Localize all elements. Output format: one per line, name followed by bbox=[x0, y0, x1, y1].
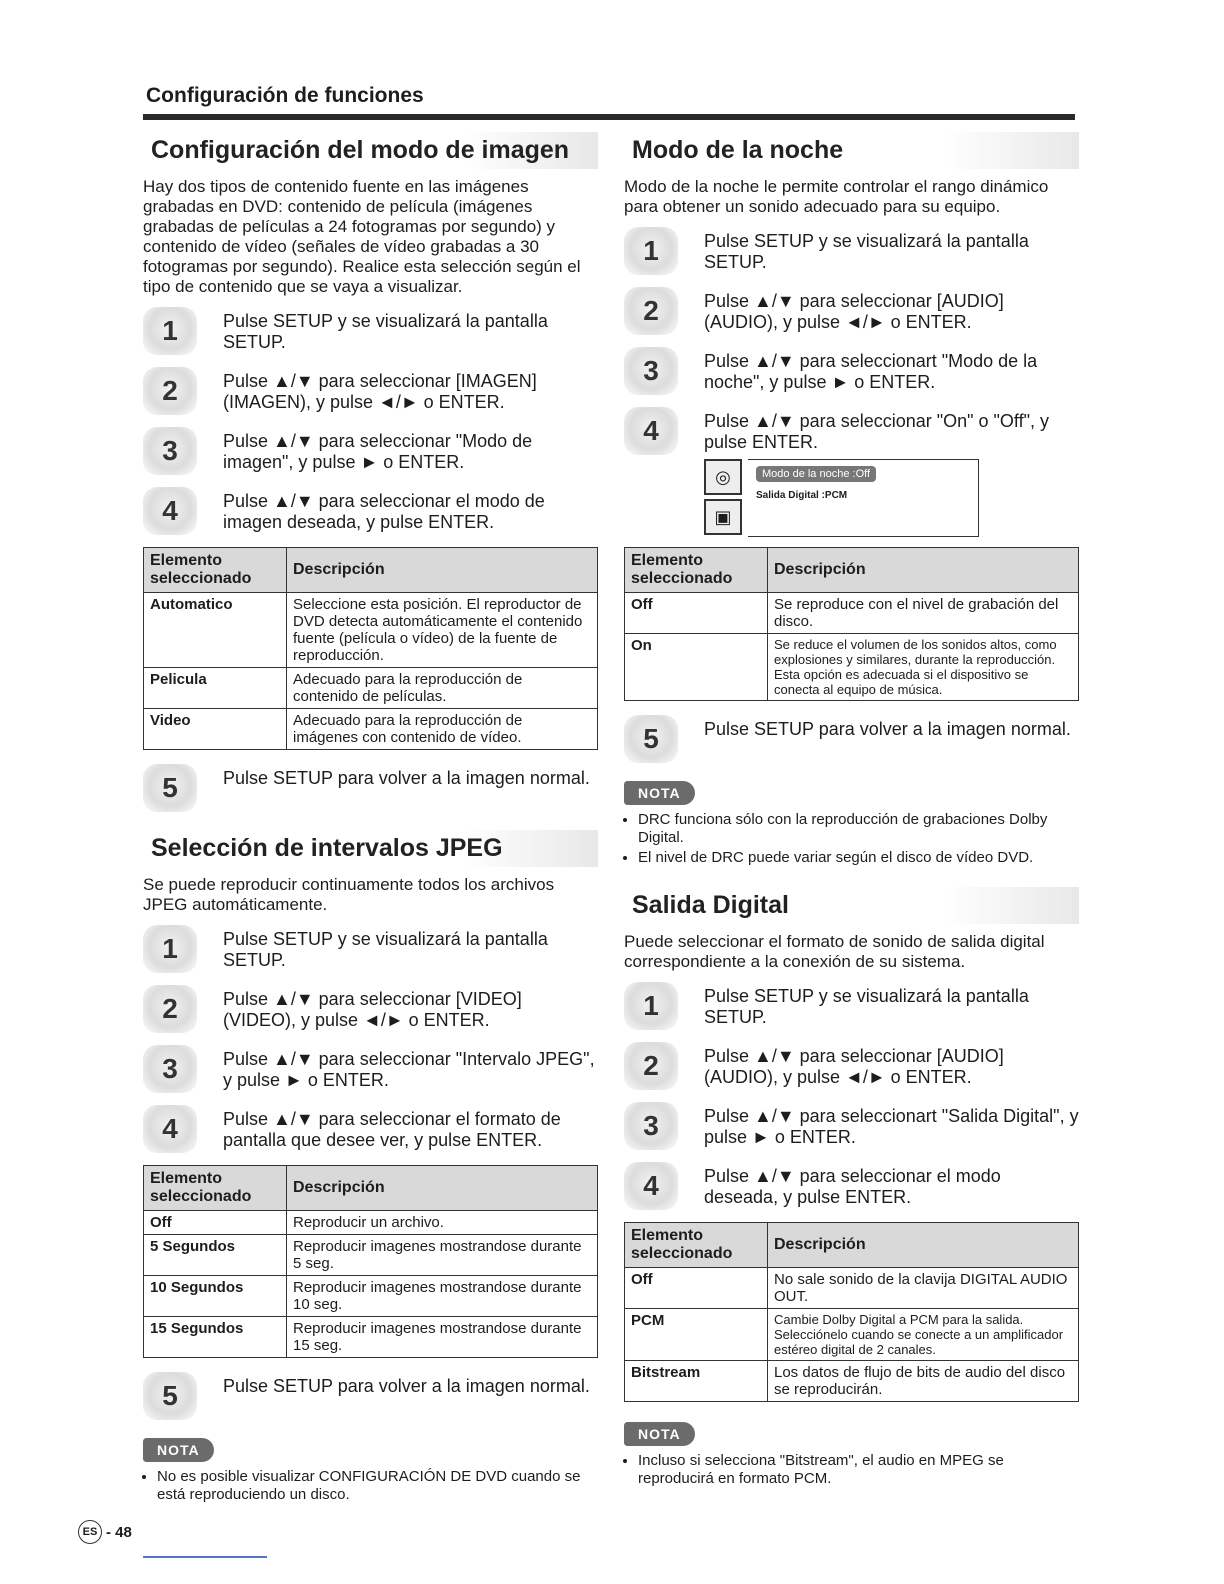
table-cell-value: Cambie Dolby Digital a PCM para la salida. Selecciónelo cuando se conecte a un amplificador estéreo digital de 2 canales. bbox=[768, 1309, 1079, 1361]
step-number-badge: 4 bbox=[143, 487, 197, 535]
table-header-element: Elemento seleccionado bbox=[144, 1166, 287, 1211]
table-cell-value: Reproducir imagenes mostrandose durante 5 seg. bbox=[287, 1235, 598, 1276]
table-cell-value: Reproducir imagenes mostrandose durante 15 seg. bbox=[287, 1317, 598, 1358]
step-text: Pulse ▲/▼ para seleccionar "Intervalo JPEG", y pulse ► o ENTER. bbox=[223, 1049, 595, 1090]
table-row bbox=[625, 1309, 1079, 1361]
header-rule bbox=[143, 114, 1075, 120]
step-text: Pulse SETUP y se visualizará la pantalla SETUP. bbox=[704, 231, 1029, 272]
section-title-jpeg: Selección de intervalos JPEG bbox=[143, 830, 598, 867]
step-text: Pulse ▲/▼ para seleccionar "On" o "Off", y pulse ENTER. bbox=[704, 411, 1049, 452]
step-text: Pulse ▲/▼ para seleccionart "Salida Digital", y pulse ► o ENTER. bbox=[704, 1106, 1079, 1147]
table-cell-value: Adecuado para la reproducción de contenido de películas. bbox=[287, 668, 598, 709]
table-cell-key: Pelicula bbox=[144, 668, 287, 709]
step-text: Pulse ▲/▼ para seleccionar "Modo de imagen", y pulse ► o ENTER. bbox=[223, 431, 533, 472]
page-number bbox=[78, 1520, 132, 1544]
intro-imagen: Hay dos tipos de contenido fuente en las imágenes grabadas en DVD: contenido de película (imágenes grabadas de películas a 24 fotogramas por segundo) y contenido de vídeo (señales de vídeo grabadas a 30 fotogramas por segundo). Realice esta selección según el tipo de contenido que se vaya a visualizar. bbox=[143, 177, 581, 296]
notes-list bbox=[624, 1452, 1079, 1488]
nota-badge: NOTA bbox=[143, 1438, 214, 1462]
step-text: Pulse ▲/▼ para seleccionar el formato de pantalla que desee ver, y pulse ENTER. bbox=[223, 1109, 561, 1150]
section-title-noche: Modo de la noche bbox=[624, 132, 1079, 169]
table-cell-value: Seleccione esta posición. El reproductor de DVD detecta automáticamente el contenido fuente (película o vídeo) de la fuente de reproducción. bbox=[287, 593, 598, 668]
step bbox=[624, 347, 1079, 395]
table-header-row bbox=[625, 1223, 1079, 1268]
table-cell-value: No sale sonido de la clavija DIGITAL AUDIO OUT. bbox=[768, 1268, 1079, 1309]
step-number-badge: 5 bbox=[143, 764, 197, 812]
step-text: Pulse SETUP y se visualizará la pantalla SETUP. bbox=[223, 929, 548, 970]
osd-icons bbox=[704, 459, 742, 537]
table-cell-key: PCM bbox=[625, 1309, 768, 1361]
step-number-badge: 1 bbox=[143, 925, 197, 973]
table-row bbox=[625, 1361, 1079, 1402]
table-cell-key: Off bbox=[144, 1211, 287, 1235]
step-number-badge: 3 bbox=[624, 1102, 678, 1150]
step-number-badge: 4 bbox=[143, 1105, 197, 1153]
table-row bbox=[144, 593, 598, 668]
table-cell-key: Bitstream bbox=[625, 1361, 768, 1402]
osd-menu-item: Salida Digital :PCM bbox=[756, 490, 848, 501]
step-text: Pulse SETUP y se visualizará la pantalla SETUP. bbox=[704, 986, 1029, 1027]
table-header-element: Elemento seleccionado bbox=[625, 548, 768, 593]
step bbox=[624, 1042, 1079, 1090]
step-number-badge: 1 bbox=[624, 227, 678, 275]
step bbox=[143, 487, 598, 535]
step bbox=[143, 925, 598, 973]
section-title-imagen: Configuración del modo de imagen bbox=[143, 132, 598, 169]
table-cell-key: 15 Segundos bbox=[144, 1317, 287, 1358]
table-cell-value: Reproducir imagenes mostrandose durante 10 seg. bbox=[287, 1276, 598, 1317]
step bbox=[624, 1162, 1079, 1210]
table-header-description: Descripción bbox=[768, 548, 1079, 593]
step-number-badge: 2 bbox=[624, 287, 678, 335]
table-row bbox=[144, 1276, 598, 1317]
step bbox=[624, 407, 1079, 455]
step bbox=[143, 985, 598, 1033]
table-cell-key: 5 Segundos bbox=[144, 1235, 287, 1276]
step-number-badge: 2 bbox=[143, 985, 197, 1033]
step bbox=[624, 715, 1079, 763]
table-cell-key: Off bbox=[625, 1268, 768, 1309]
noche-table bbox=[624, 547, 1079, 701]
table-cell-value: Se reduce el volumen de los sonidos altos, como explosiones y similares, durante la reproducción. Esta opción es adecuada si el dispositivo se conecta al equipo de música. bbox=[768, 634, 1079, 701]
step bbox=[143, 1045, 598, 1093]
intro-noche: Modo de la noche le permite controlar el rango dinámico para obtener un sonido adecuado para su equipo. bbox=[624, 177, 1049, 216]
table-row bbox=[625, 1268, 1079, 1309]
right-column bbox=[624, 132, 1079, 1490]
step-number-badge: 4 bbox=[624, 1162, 678, 1210]
osd-menu bbox=[748, 459, 979, 537]
step-text: Pulse ▲/▼ para seleccionart "Modo de la noche", y pulse ► o ENTER. bbox=[704, 351, 1038, 392]
step-number-badge: 3 bbox=[143, 1045, 197, 1093]
step-text: Pulse ▲/▼ para seleccionar [AUDIO] (AUDIO), y pulse ◄/► o ENTER. bbox=[704, 291, 1004, 332]
note-item: • El nivel de DRC puede variar según el disco de vídeo DVD. bbox=[638, 849, 1079, 867]
step-text: Pulse SETUP para volver a la imagen normal. bbox=[223, 1376, 590, 1396]
step-text: Pulse SETUP para volver a la imagen normal. bbox=[223, 768, 590, 788]
step-text: Pulse ▲/▼ para seleccionar [AUDIO] (AUDIO), y pulse ◄/► o ENTER. bbox=[704, 1046, 1004, 1087]
table-header-description: Descripción bbox=[768, 1223, 1079, 1268]
page-number-text: - 48 bbox=[106, 1523, 132, 1541]
table-header-row bbox=[144, 1166, 598, 1211]
step-text: Pulse ▲/▼ para seleccionar [IMAGEN] (IMAGEN), y pulse ◄/► o ENTER. bbox=[223, 371, 537, 412]
table-row bbox=[625, 634, 1079, 701]
table-cell-key: 10 Segundos bbox=[144, 1276, 287, 1317]
bottom-rule bbox=[143, 1556, 267, 1558]
table-cell-value: Adecuado para la reproducción de imágenes con contenido de vídeo. bbox=[287, 709, 598, 750]
step-number-badge: 1 bbox=[143, 307, 197, 355]
globe-icon: ◎ bbox=[704, 459, 742, 495]
table-header-description: Descripción bbox=[287, 548, 598, 593]
table-cell-key: Off bbox=[625, 593, 768, 634]
step-text: Pulse ▲/▼ para seleccionar el modo deseada, y pulse ENTER. bbox=[704, 1166, 1001, 1207]
step-text: Pulse SETUP para volver a la imagen normal. bbox=[704, 719, 1071, 739]
left-column bbox=[143, 132, 598, 1506]
step-number-badge: 1 bbox=[624, 982, 678, 1030]
salida-table bbox=[624, 1222, 1079, 1402]
step bbox=[624, 982, 1079, 1030]
table-header-row bbox=[625, 548, 1079, 593]
table-row bbox=[625, 593, 1079, 634]
table-cell-key: On bbox=[625, 634, 768, 701]
step bbox=[143, 764, 598, 812]
table-header-element: Elemento seleccionado bbox=[625, 1223, 768, 1268]
jpeg-table bbox=[143, 1165, 598, 1358]
intro-salida: Puede seleccionar el formato de sonido de salida digital correspondiente a la conexión de su sistema. bbox=[624, 932, 1045, 971]
imagen-table bbox=[143, 547, 598, 750]
notes-list bbox=[624, 811, 1079, 867]
picture-icon: ▣ bbox=[704, 499, 742, 535]
table-cell-value: Reproducir un archivo. bbox=[287, 1211, 598, 1235]
table-row bbox=[144, 668, 598, 709]
language-badge: ES bbox=[78, 1520, 102, 1544]
table-cell-key: Automatico bbox=[144, 593, 287, 668]
step bbox=[624, 1102, 1079, 1150]
table-header-row bbox=[144, 548, 598, 593]
step bbox=[624, 227, 1079, 275]
section-title-salida: Salida Digital bbox=[624, 887, 1079, 924]
step-text: Pulse ▲/▼ para seleccionar el modo de imagen deseada, y pulse ENTER. bbox=[223, 491, 545, 532]
table-row bbox=[144, 1317, 598, 1358]
note-item: • Incluso si selecciona "Bitstream", el audio en MPEG se reproducirá en formato PCM. bbox=[638, 1452, 1079, 1488]
step-number-badge: 5 bbox=[143, 1372, 197, 1420]
step-number-badge: 2 bbox=[143, 367, 197, 415]
table-cell-key: Video bbox=[144, 709, 287, 750]
notes-list bbox=[143, 1468, 598, 1504]
table-row bbox=[144, 1211, 598, 1235]
step bbox=[143, 1372, 598, 1420]
table-cell-value: Se reproduce con el nivel de grabación del disco. bbox=[768, 593, 1079, 634]
step bbox=[143, 367, 598, 415]
note-item: • DRC funciona sólo con la reproducción de grabaciones Dolby Digital. bbox=[638, 811, 1079, 847]
step bbox=[143, 307, 598, 355]
step-number-badge: 5 bbox=[624, 715, 678, 763]
intro-jpeg: Se puede reproducir continuamente todos los archivos JPEG automáticamente. bbox=[143, 875, 555, 914]
note-item: • No es posible visualizar CONFIGURACIÓN DE DVD cuando se está reproduciendo un disco. bbox=[157, 1468, 598, 1504]
step-number-badge: 3 bbox=[143, 427, 197, 475]
step-text: Pulse SETUP y se visualizará la pantalla SETUP. bbox=[223, 311, 548, 352]
nota-badge: NOTA bbox=[624, 1422, 695, 1446]
step-number-badge: 2 bbox=[624, 1042, 678, 1090]
step-text: Pulse ▲/▼ para seleccionar [VIDEO] (VIDEO), y pulse ◄/► o ENTER. bbox=[223, 989, 522, 1030]
osd-screen bbox=[704, 459, 1079, 537]
step bbox=[624, 287, 1079, 335]
step bbox=[143, 1105, 598, 1153]
page-header: Configuración de funciones bbox=[146, 84, 424, 107]
table-header-element: Elemento seleccionado bbox=[144, 548, 287, 593]
nota-badge: NOTA bbox=[624, 781, 695, 805]
table-header-description: Descripción bbox=[287, 1166, 598, 1211]
osd-highlight-item: Modo de la noche :Off bbox=[756, 466, 876, 482]
step-number-badge: 4 bbox=[624, 407, 678, 455]
step bbox=[143, 427, 598, 475]
table-cell-value: Los datos de flujo de bits de audio del disco se reproducirán. bbox=[768, 1361, 1079, 1402]
table-row bbox=[144, 709, 598, 750]
table-row bbox=[144, 1235, 598, 1276]
step-number-badge: 3 bbox=[624, 347, 678, 395]
